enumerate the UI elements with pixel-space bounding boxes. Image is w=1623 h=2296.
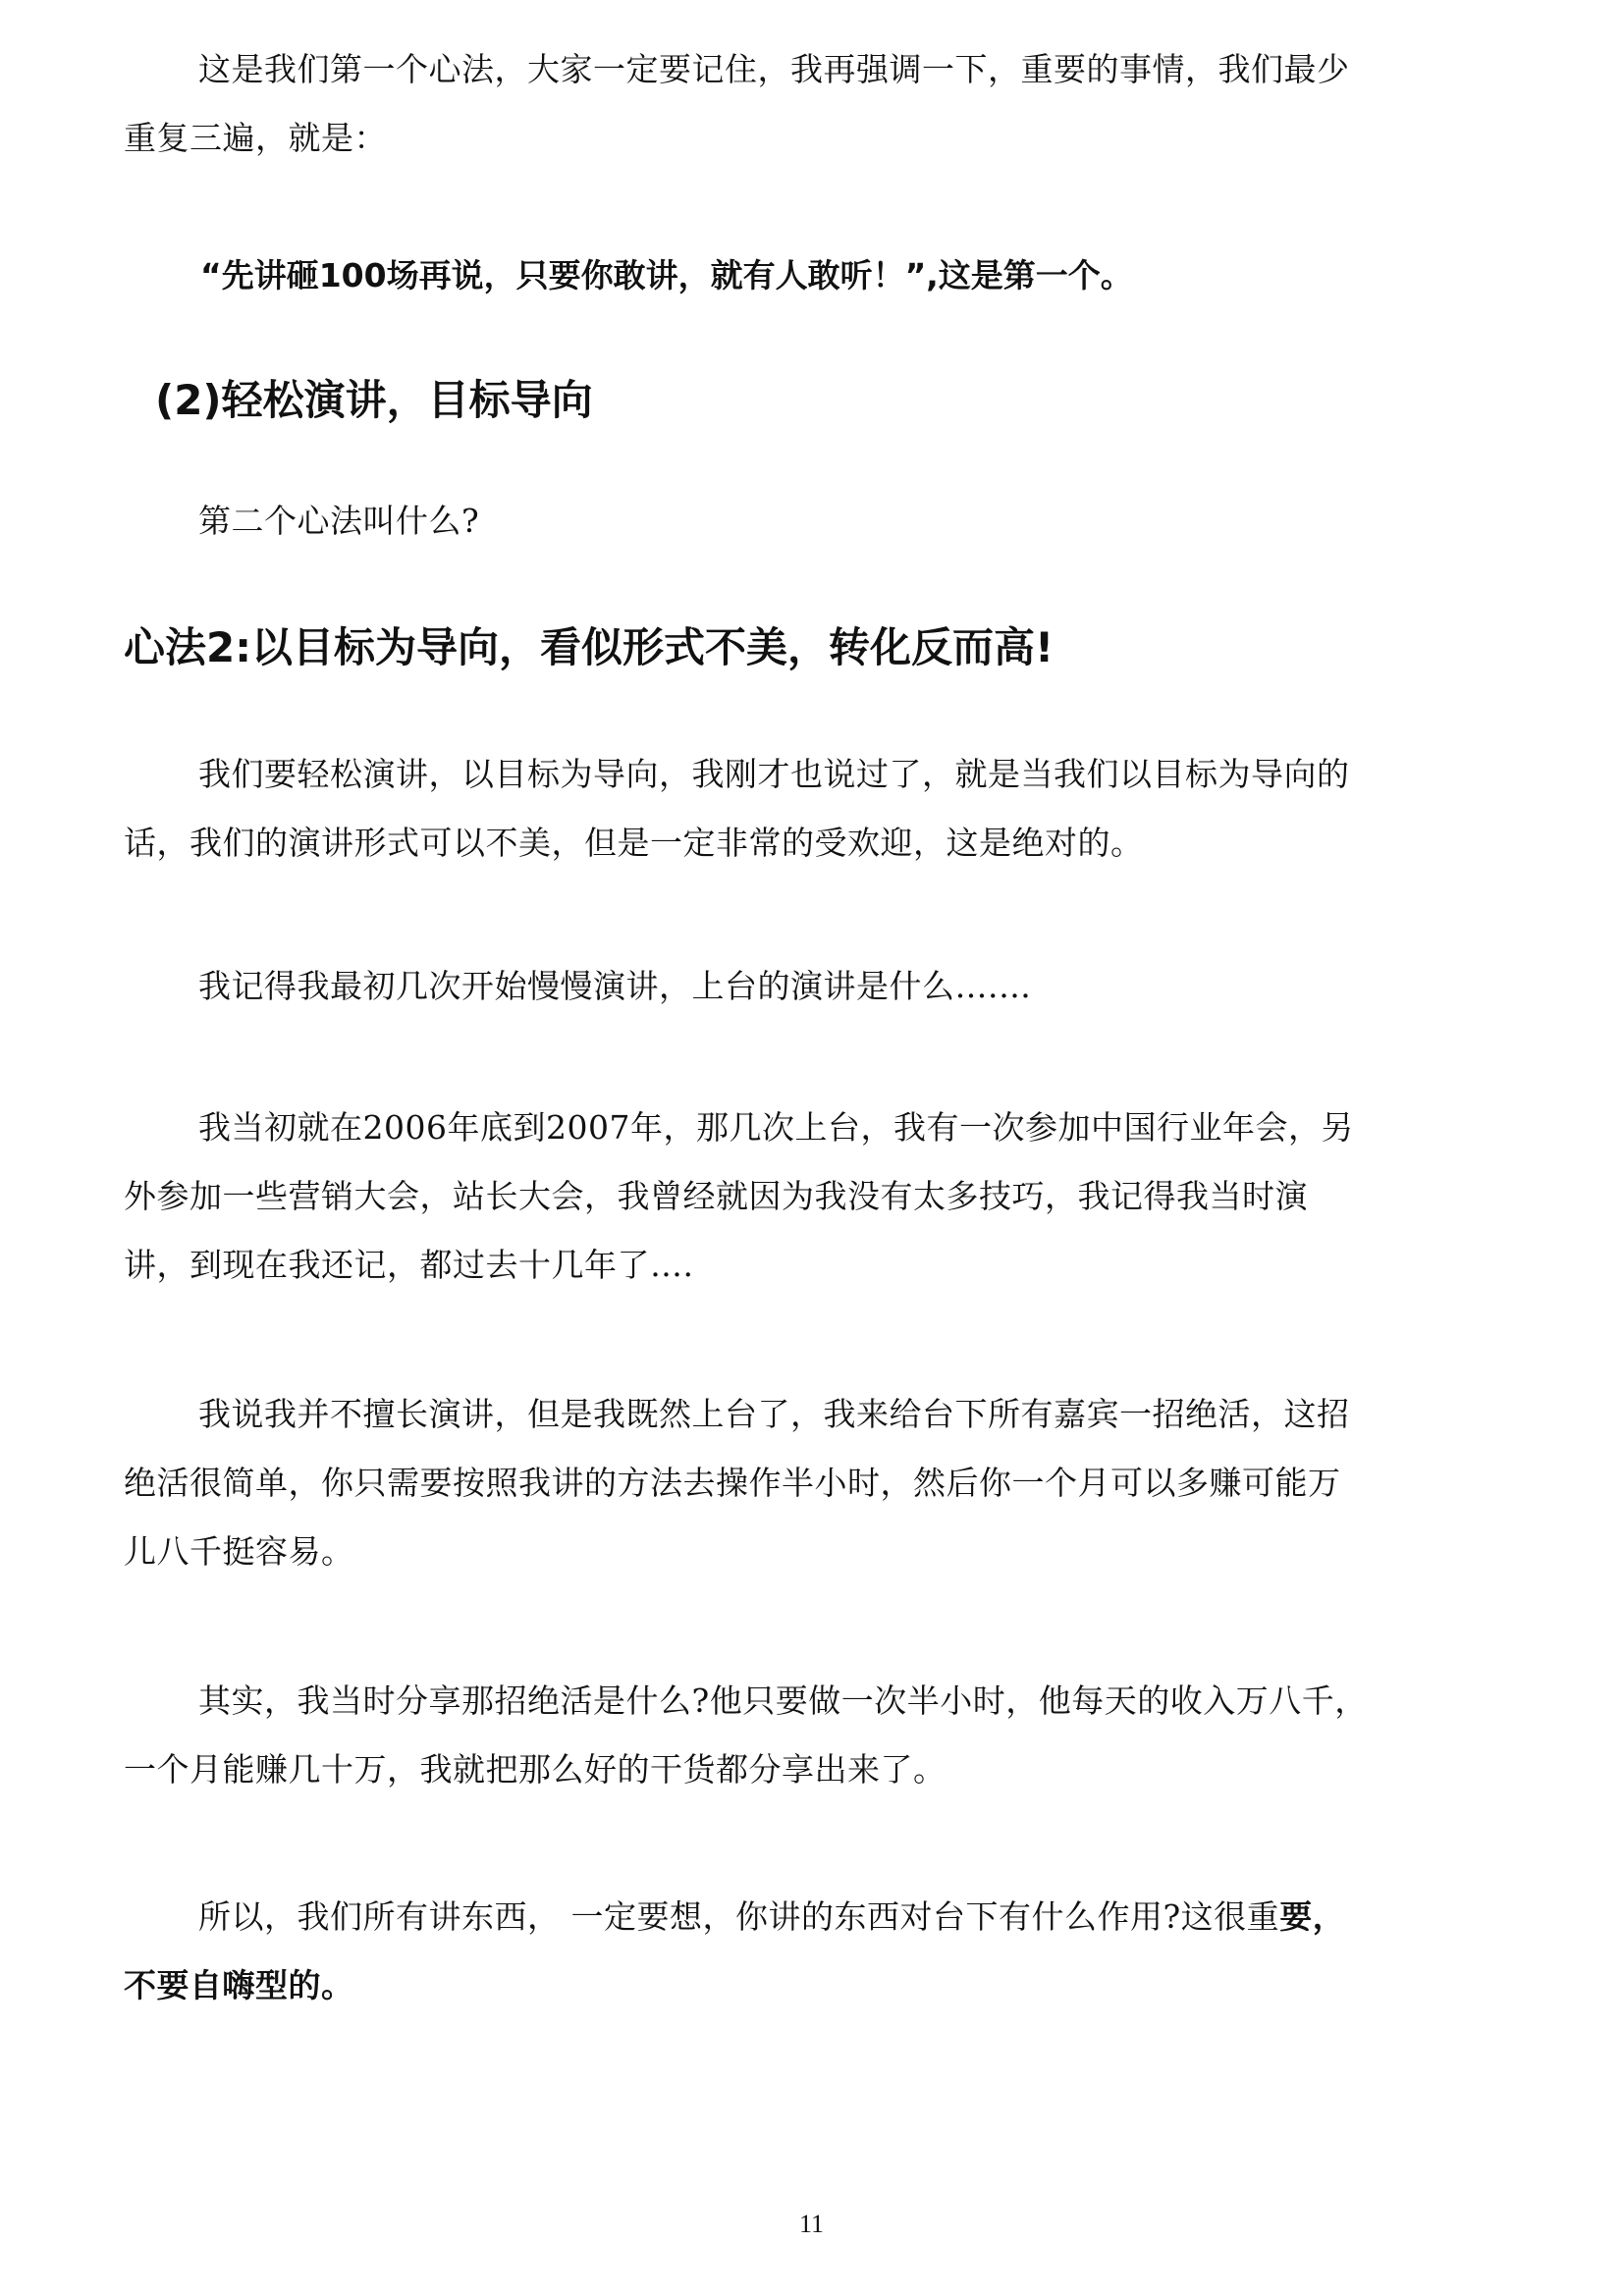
paragraph-second-method-question: 第二个心法叫什么? [198, 502, 480, 540]
page-number: 11 [798, 2210, 825, 2238]
paragraph-sharing: 其实，我当时分享那招绝活是什么?他只要做一次半小时，他每天的收入万八千，一个月能赚几十万，我就把那么好的干货都分享出来了。 [124, 1682, 1368, 1789]
paragraph-goal-oriented: 我们要轻松演讲，以目标为导向，我刚才也说过了，就是当我们以目标为导向的话，我们的演讲形式可以不美，但是一定非常的受欢迎，这是绝对的。 [124, 755, 1350, 862]
section-heading: (2)轻松演讲，目标导向 [155, 376, 593, 424]
paragraph-2006-2007: 我当初就在2006年底到2007年，那几次上台，我有一次参加中国行业年会，另外参加一些营销大会，站长大会，我曾经就因为我没有太多技巧，我记得我当时演讲，到现在我还记，都过去十几年了…. [124, 1108, 1354, 1284]
conclusion-bold-text: 要，不要自嗨型的。 [124, 1897, 1346, 2004]
paragraph-first-method-intro: 这是我们第一个心法，大家一定要记住，我再强调一下，重要的事情，我们最少重复三遍，就是： [124, 50, 1350, 157]
quote-first-method: “先讲砸100场再说，只要你敢讲，就有人敢听！”,这是第一个。 [200, 256, 1133, 294]
paragraph-first-speeches: 我记得我最初几次开始慢慢演讲，上台的演讲是什么….… [198, 967, 1032, 1005]
paragraph-trick: 我说我并不擅长演讲，但是我既然上台了，我来给台下所有嘉宾一招绝活，这招绝活很简单，你只需要按照我讲的方法去操作半小时，然后你一个月可以多赚可能万儿八千挺容易。 [124, 1395, 1350, 1571]
conclusion-text: 所以，我们所有讲东西， 一定要想，你讲的东西对台下有什么作用?这很重 [198, 1897, 1280, 1936]
method-heading: 心法2:以目标为导向，看似形式不美，转化反而高! [124, 623, 1055, 671]
paragraph-conclusion [124, 1883, 1371, 2020]
